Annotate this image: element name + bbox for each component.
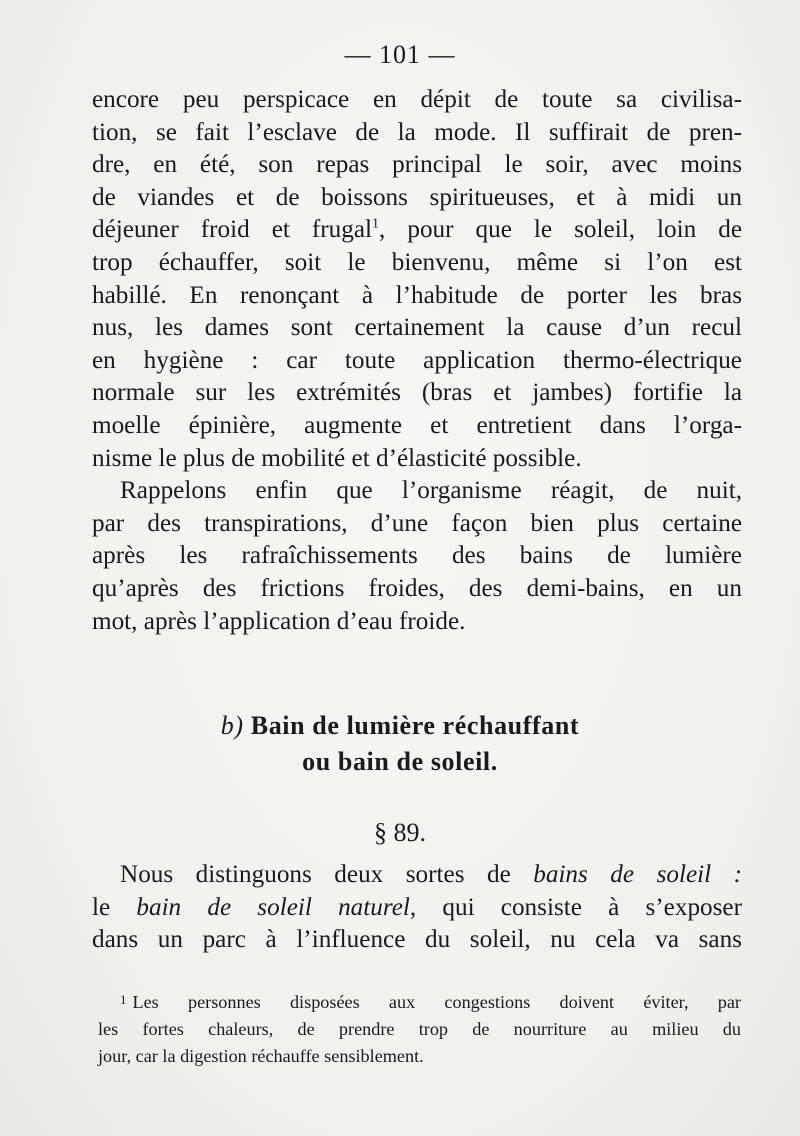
text-fragment: déjeuner froid et frugal — [92, 216, 373, 244]
text-line: par des transpirations, d’une façon bien plus certaine — [92, 509, 742, 537]
heading-line-1: Bain de lumière réchauffant — [250, 711, 580, 740]
paragraph-section — [92, 859, 742, 957]
text-line: moelle épinière, augmente et entretient dans l’orga- — [92, 411, 742, 439]
section-heading — [0, 706, 800, 746]
text-line: encore peu perspicace en dépit de toute sa civilisa- — [92, 86, 742, 113]
section-heading-line-2: ou bain de soleil. — [302, 747, 498, 776]
paragraph-main — [92, 84, 742, 638]
footnote-line — [98, 986, 741, 1016]
footnote — [98, 986, 741, 1070]
text-fragment: , qui consiste à s’exposer — [409, 893, 742, 921]
text-line — [92, 214, 742, 247]
section-number: § 89. — [374, 818, 426, 847]
text-line: en hygiène : car toute application thermo-électrique — [92, 346, 742, 374]
text-fragment: le — [92, 893, 137, 921]
text-fragment: Les personnes disposées aux congestions doivent éviter, par — [132, 992, 741, 1012]
footnote-line: jour, car la digestion réchauffe sensiblement. — [98, 1046, 424, 1066]
text-line: dans un parc à l’influence du soleil, nu cela va sans — [92, 926, 742, 954]
text-line: Rappelons enfin que l’organisme réagit, de nuit, — [120, 477, 742, 505]
text-line — [92, 892, 742, 925]
text-line: nus, les dames sont certainement la cause d’un recul — [92, 314, 742, 342]
text-line: normale sur les extrémités (bras et jambes) fortifie la — [92, 379, 742, 407]
footnote-reference: 1 — [372, 216, 380, 232]
footnote-mark: 1 — [120, 992, 127, 1007]
heading-label: b) — [220, 711, 244, 740]
text-line: nisme le plus de mobilité et d’élasticité possible. — [92, 444, 582, 472]
text-line: mot, après l’application d’eau froide. — [92, 607, 466, 635]
text-line: dre, en été, son repas principal le soir, avec moins — [92, 151, 742, 179]
text-line: de viandes et de boissons spiritueuses, et à midi un — [92, 183, 742, 211]
text-fragment: , pour que le soleil, loin de — [379, 216, 742, 244]
emphasis: bains de soleil : — [533, 861, 743, 888]
emphasis: bain de soleil naturel — [136, 893, 410, 921]
text-line: qu’après des frictions froides, des demi-bains, en un — [92, 574, 742, 602]
text-line: tion, se fait l’esclave de la mode. Il suffirait de pren- — [92, 118, 742, 146]
text-fragment: Nous distinguons deux sortes de — [120, 861, 534, 888]
footnote-line: les fortes chaleurs, de prendre trop de nourriture au milieu du — [98, 1019, 741, 1039]
text-line: trop échauffer, soit le bienvenu, même si l’on est — [92, 248, 742, 276]
text-line: après les rafraîchissements des bains de lumière — [92, 542, 742, 570]
text-line: habillé. En renonçant à l’habitude de porter les bras — [92, 281, 742, 309]
text-line — [92, 859, 742, 892]
page-number: — 101 — — [344, 40, 456, 69]
